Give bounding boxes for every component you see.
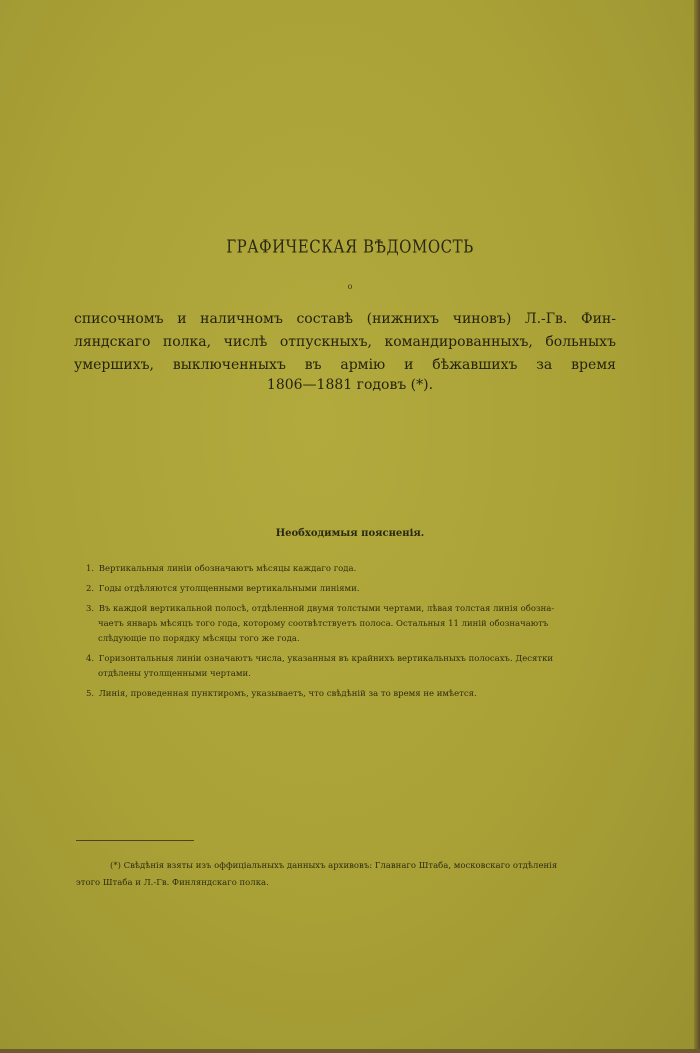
page-edge-bottom bbox=[0, 1049, 700, 1053]
note-number: 1. bbox=[86, 564, 95, 574]
footnote-line: (*) Свѣдѣнія взяты изъ оффиціальныхъ данныхъ архивовъ: Главнаго Штаба, московскаго отдѣленія bbox=[110, 861, 558, 871]
note-text: слѣдующіе по порядку мѣсяцы того же года. bbox=[98, 634, 300, 644]
note-text: Линія, проведенная пунктиромъ, указываетъ, что свѣдѣній за то время не имѣется. bbox=[98, 689, 477, 699]
page-edge-right bbox=[694, 0, 700, 1053]
title-connector: о bbox=[347, 282, 353, 291]
note-text: Вертикальныя линіи обозначаютъ мѣсяцы каждаго года. bbox=[98, 564, 357, 574]
note-text: Годы отдѣляются утолщенными вертикальными линіями. bbox=[98, 584, 360, 594]
subtitle-years: 1806—1881 годовъ (*). bbox=[266, 377, 434, 393]
footnote-divider bbox=[76, 840, 194, 841]
note-text: отдѣлены утолщенными чертами. bbox=[98, 669, 251, 679]
note-item bbox=[86, 582, 616, 597]
document-subtitle bbox=[74, 308, 616, 377]
subtitle-line: списочномъ и наличномъ составѣ (нижнихъ чиновъ) Л.-Гв. Фин- bbox=[74, 311, 616, 327]
document-title: ГРАФИЧЕСКАЯ ВѢДОМОСТЬ bbox=[226, 236, 474, 258]
note-number: 5. bbox=[86, 689, 95, 699]
footnote bbox=[76, 858, 616, 892]
note-number: 2. bbox=[86, 584, 95, 594]
explanations-list bbox=[86, 562, 616, 707]
note-number: 3. bbox=[86, 604, 95, 614]
note-text: Въ каждой вертикальной полосѣ, отдѣленной двумя толстыми чертами, лѣвая толстая линія обозна- bbox=[98, 604, 555, 614]
explanations-heading: Необходимыя поясненія. bbox=[275, 528, 425, 539]
subtitle-line: ляндскаго полка, числѣ отпускныхъ, командированныхъ, больныхъ bbox=[74, 334, 616, 350]
note-text: Горизонтальныя линіи означаютъ числа, указанныя въ крайнихъ вертикальныхъ полосахъ. Десятки bbox=[98, 654, 554, 664]
note-item bbox=[86, 687, 616, 702]
note-text: чаетъ январь мѣсяцъ того года, которому соотвѣтствуетъ полоса. Остальныя 11 линій обозначаютъ bbox=[98, 619, 549, 629]
note-item bbox=[86, 602, 616, 647]
note-number: 4. bbox=[86, 654, 95, 664]
note-item bbox=[86, 652, 616, 682]
subtitle-line: умершихъ, выключенныхъ въ армію и бѣжавшихъ за время bbox=[74, 357, 616, 373]
footnote-line: этого Штаба и Л.-Гв. Финляндскаго полка. bbox=[76, 878, 269, 888]
note-item bbox=[86, 562, 616, 577]
